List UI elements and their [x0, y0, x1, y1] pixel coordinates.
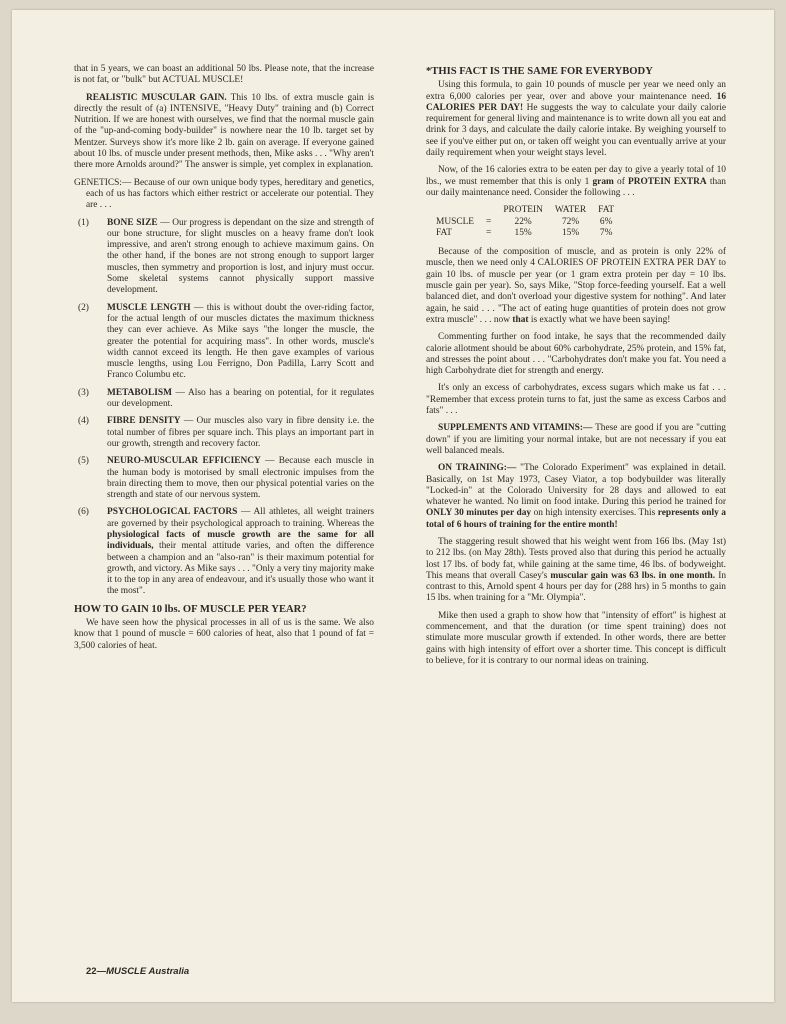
section-heading-how-to-gain: HOW TO GAIN 10 lbs. OF MUSCLE PER YEAR? — [74, 603, 307, 615]
composition-paragraph — [426, 247, 726, 326]
table-header-cell: FAT — [598, 205, 615, 216]
genetics-paragraph: GENETICS:— Because of our own unique body types, hereditary and genetics, each of us has factors which either restrict or accelerate our potential. They are . . . — [74, 177, 374, 211]
training-paragraph — [426, 463, 726, 531]
text-span: on high intensity exercises. This — [531, 508, 658, 519]
table-header-cell: PROTEIN — [503, 205, 543, 216]
table-row — [436, 228, 620, 239]
composition-table — [436, 205, 620, 239]
factor-title: FIBRE DENSITY — [107, 416, 181, 427]
supplements-paragraph — [426, 423, 726, 457]
factor-text: — Our muscles also vary in fibre density i.e. the total number of fibres per square inch. This plays an important part in our growth, strength and recovery factor. — [107, 416, 374, 449]
food-intake-paragraph: Commenting further on food intake, he says that the recommended daily calorie allotment should be about 60% carbohydrate, 25% protein, and 15% fat, and stresses the point about . . . "Carbohydrates don't make you fat. You need a high Carbohydrate diet for strength and energy. — [426, 332, 726, 377]
muscular-gain-bold: muscular gain was 63 lbs. in one month. — [550, 570, 716, 581]
factor-number: (4) — [78, 416, 89, 427]
formula-paragraph — [426, 80, 726, 159]
table-cell: = — [486, 216, 492, 227]
factor-text: their mental attitude varies, and often the difference between a champion and an "also-ran" is their maximum potential for growth, and victory. As Mike says . . . "Only a very tiny majority make it to the top in any area of endeavour, and it's usually those who want it the most". — [107, 541, 374, 597]
realistic-gain-lead: REALISTIC MUSCULAR GAIN. — [86, 92, 227, 103]
factor-text: — Because each muscle in the human body is motorised by small electronic impulses from the brain directing them to move, then our physical potential varies on the strength and state of our nervous system. — [107, 456, 374, 501]
factor-number: (2) — [78, 302, 89, 313]
text-span: The staggering result showed that his weight went from 166 lbs. (May 1st) to 212 lbs. (on May 28th). Tests proved also that during this period he actually lost 17 lbs. of body fat, while gaining at the same time, 46 lbs. of bodyweight. This means that overall Casey's — [426, 536, 726, 581]
table-cell: MUSCLE — [436, 216, 475, 227]
text-span: Now, of the 16 calories extra to be eaten per day to give a yearly total of 10 lbs., we must remember that this is only 1 — [426, 165, 726, 187]
factor-title: METABOLISM — [107, 387, 172, 398]
protein-extra-bold: PROTEIN EXTRA — [627, 176, 707, 187]
right-column — [426, 66, 726, 673]
text-span: Using this formula, to gain 10 pounds of muscle per year we need only an extra 6,000 calories per year, over and above your maintenance need. — [426, 80, 726, 102]
page-footer — [86, 966, 189, 977]
factor-item-metabolism — [74, 388, 374, 411]
staggering-result-paragraph — [426, 537, 726, 605]
table-row — [436, 217, 620, 228]
magazine-name: MUSCLE Australia — [106, 966, 190, 977]
text-span: Because of the composition of muscle, and as protein is only 22% of muscle, then we need only 4 CALORIES OF PROTEIN EXTRA PER DAY to gain 10 lbs. of muscle per year (or 1 gram extra protein per day = 10 lbs. muscle gain per year). So, says Mike, "Stop force-feeding yourself. Eat a well balanced diet, and don't overload your digestive system for nothing". And later again, he said . . . "The act of eating huge quantities of protein does not grow extra muscle" . . . now — [426, 247, 726, 325]
text-span: He suggests the way to calculate your daily calorie requirement for general living and maintenance is to write down all you eat and drink for 3 days, and calculate the daily calorie intake. By weighing yourself to see if you've either put on, or taken off weight you can eventually arrive at your daily requirement when your weight stays level. — [426, 102, 726, 159]
text-span: "The Colorado Experiment" was explained in detail. Basically, on 1st May 1973, Casey Viator, a top bodybuilder was literally "Locked-in" at the Colorado University for 28 days and allowed to eat whatever he wanted. No limit on food intake. During this period he trained for — [426, 463, 726, 508]
training-lead: ON TRAINING:— — [438, 463, 517, 474]
gram-bold: gram — [592, 176, 614, 187]
table-cell: 15% — [561, 227, 580, 238]
table-cell: 15% — [514, 227, 532, 238]
table-cell: FAT — [436, 227, 452, 238]
graph-paragraph: Mike then used a graph to show how that "intensity of effort" is highest at commencement, and that the duration (or time spent training) does not stimulate more muscular growth if extended. In other words, there are better gains with high intensity of effort over a shorter time. This concept is difficult to believe, for it is contrary to our normal ideas on training. — [426, 610, 726, 666]
excess-paragraph: It's only an excess of carbohydrates, excess sugars which make us fat . . . "Remember that excess protein turns to fat, just the same as excess Carbos and fats" . . . — [426, 383, 726, 417]
factor-item-muscle-length — [74, 303, 374, 382]
factor-item-bone-size — [74, 218, 374, 297]
realistic-gain-paragraph — [74, 93, 374, 172]
left-column — [74, 64, 374, 658]
magazine-page — [12, 10, 774, 1002]
factor-text: — this is without doubt the over-riding factor, for the actual length of our muscles dictates the maximum thickness they can ever achieve. As Mike says "the longer the muscle, the greater the potential for acquiring mass". In other words, muscle's width cannot exceed its length. He then gave examples of various muscle lengths, using Lou Ferrigno, Don Padilla, Larry Scott and Franco Columbu etc. — [107, 302, 374, 381]
text-span: than our daily maintenance need. Consider the following . . . — [426, 176, 726, 198]
minutes-bold: ONLY 30 minutes per day — [426, 508, 532, 519]
table-cell: 7% — [599, 227, 613, 238]
page-number: 22— — [86, 966, 107, 977]
table-header-row — [436, 205, 620, 216]
protein-extra-paragraph — [426, 165, 726, 199]
table-header-cell: WATER — [554, 205, 587, 216]
table-cell: 22% — [514, 216, 532, 227]
text-span: of — [613, 176, 628, 187]
table-header-cell — [480, 205, 497, 216]
factor-title: PSYCHOLOGICAL FACTORS — [107, 507, 238, 518]
table-cell: 72% — [561, 216, 580, 227]
factor-number: (1) — [78, 217, 89, 228]
text-span: In contrast to this, Arnold spent 4 hours per day for (288 hrs) in 5 months to gain 15 lbs. when training for a "Mr. Olympia". — [426, 570, 727, 604]
hours-bold: represents only a total of 6 hours of training for the entire month! — [426, 508, 726, 530]
text-span: is exactly what we have been saying! — [528, 314, 671, 325]
how-to-gain-paragraph: We have seen how the physical processes in all of us is the same. We also know that 1 pound of muscle = 600 calories of heat, also that 1 pound of fat = 3,500 calories of heat. — [74, 618, 374, 651]
factor-bold-text: physiological facts of muscle growth are the same for all individuals, — [107, 529, 374, 552]
table-cell: = — [486, 227, 492, 238]
factor-number: (3) — [78, 387, 89, 398]
factor-number: (6) — [78, 507, 89, 518]
text-span: These are good if you are "cutting down" if you are limiting your normal intake, but are not necessary if you eat well balanced meals. — [426, 423, 726, 456]
supplements-lead: SUPPLEMENTS AND VITAMINS:— — [438, 423, 593, 434]
factor-title: MUSCLE LENGTH — [107, 302, 191, 313]
factor-item-fibre-density — [74, 416, 374, 450]
factor-text: — Also has a bearing on potential, for it regulates our development. — [107, 387, 374, 410]
table-header-cell — [436, 205, 480, 216]
intro-paragraph: that in 5 years, we can boast an additional 50 lbs. Please note, that the increase is not fat, or "bulk" but ACTUAL MUSCLE! — [74, 64, 374, 86]
factor-item-neuro-muscular — [74, 456, 374, 501]
factor-text: — Our progress is dependant on the size and strength of our bone structure, for slight muscles on a heavy frame don't look impressive, and aren't strong enough to achieve maximum gains. On the other hand, if the bones are not strong enough to support larger muscles, then symmetry and proportion is lost, and injury must occur. Some skeletal systems cannot physically support massive development. — [107, 217, 375, 296]
factor-title: BONE SIZE — [107, 217, 158, 228]
that-bold: that — [512, 314, 529, 325]
factor-text: — All athletes, all weight trainers are governed by their psychological approach to training. Whereas the — [107, 507, 374, 529]
realistic-gain-text: This 10 lbs. of extra muscle gain is directly the result of (a) INTENSIVE, "Heavy Duty" training and (b) Correct Nutrition. If we are honest with ourselves, we find that the normal muscle gain of the "up-and-coming body-builder" is nowhere near the 10 lb. target set by Mentzer. Surveys show it's more like 2 lb. gain on average. If everyone gained about 10 lbs. of muscle under present methods, then, Mike asks . . . "Why aren't there more Arnolds around?" The answer is simple, yet complex in explanation. — [74, 92, 374, 171]
calories-per-day-bold: 16 CALORIES PER DAY! — [426, 91, 726, 113]
factor-item-psychological — [74, 507, 374, 597]
table-cell: 6% — [599, 216, 613, 227]
factor-number: (5) — [78, 456, 89, 467]
section-heading-fact: *THIS FACT IS THE SAME FOR EVERYBODY — [426, 66, 653, 77]
factor-title: NEURO-MUSCULAR EFFICIENCY — [107, 456, 261, 467]
